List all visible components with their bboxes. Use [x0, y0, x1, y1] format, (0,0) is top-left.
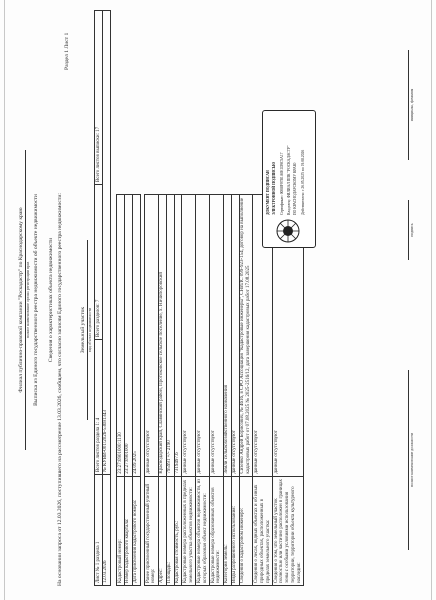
row-label: Кадастровые номера образованных объектов недвижимости:: [210, 476, 224, 585]
row-value: данные отсутствуют: [273, 195, 304, 477]
row-value: данные отсутствуют: [231, 195, 239, 477]
row-value: 7319497.6: [174, 195, 182, 477]
table-row: [174, 195, 182, 586]
row-label: Дата присвоения кадастрового номера:: [132, 476, 140, 585]
table-row: [132, 195, 140, 586]
row-label: Кадастровые номера расположенных в пределах земельного участка объектов недвижимости:: [182, 476, 196, 585]
table-row: [273, 195, 304, 586]
table-row: [166, 195, 174, 586]
name-caption: инициалы, фамилия: [410, 88, 414, 122]
object-type-caption: вид объекта недвижимости: [88, 307, 92, 353]
sheets-total: Всего листов раздела 1: 4: [95, 340, 103, 475]
binding-edge-right: [431, 0, 432, 600]
name-line: [408, 50, 409, 160]
row-label: Площадь:: [166, 476, 174, 585]
row-value: данные отсутствуют: [145, 195, 159, 477]
table-row: [158, 195, 166, 586]
table-row: [124, 195, 132, 586]
row-value: данные отсутствуют: [196, 195, 210, 477]
position-caption: полное наименование должности: [410, 433, 414, 487]
position-line: [408, 370, 409, 550]
document-title: Выписка из Единого государственного реестра недвижимости об объекте недвижимости: [33, 194, 39, 406]
row-value: 23:27:0901000: [124, 195, 132, 477]
section-label: Раздел 1 Лист 1: [64, 32, 70, 70]
row-label: Кадастровый номер:: [117, 476, 125, 585]
table-row: [239, 195, 253, 586]
table-row: [253, 195, 273, 586]
document-subtitle: Сведения о характеристиках объекта недвижимости: [48, 237, 54, 363]
sign-line: [408, 200, 409, 260]
row-value: Краснодарский край, Славянский район, Протоковское сельское поселение, х. Ничипоровский: [158, 195, 166, 477]
row-label: Ранее присвоенный государственный учетный номер:: [145, 476, 159, 585]
emblem-icon: [276, 219, 300, 243]
rotated-document: [10, 10, 430, 590]
sheet-number: Лист № 1 раздела 1: [95, 475, 103, 586]
row-value: 795991 +/- 2190: [166, 195, 174, 477]
stamp-line-3: Сертификат: 00B8F97B1A0E1D9C5A17: [280, 152, 284, 215]
row-value: Земли сельскохозяйственного назначения: [223, 195, 231, 477]
object-info-table: [116, 194, 141, 586]
row-value: 24.09.2025: [132, 195, 140, 477]
row-label: Категория земель:: [223, 476, 231, 585]
authority-caption: полное наименование органа регистрации прав: [26, 261, 30, 339]
table-row: [117, 195, 125, 586]
row-label: Сведения о кадастровом инженере:: [239, 476, 253, 585]
stamp-line-1: ДОКУМЕНТ ПОДПИСАН: [266, 170, 270, 215]
row-value: Сизенко Андрей Борисович, № 4616, в СРО Ассоциация "Кадастровые инженеры", СНИЛС 099-923-154, договор на выполнение кадастровых работ от 07.08.2025 № 2025-2516/12, дата завершения кадастровых работ 17.08.2025: [239, 195, 253, 477]
table-row: [210, 195, 224, 586]
authority-name: Филиал публично-правовой компании "Роскадастр" по Краснодарскому краю: [18, 150, 26, 450]
sign-caption: подпись: [410, 223, 414, 237]
table-row: [223, 195, 231, 586]
request-date: 12.03.2026: [102, 475, 110, 586]
row-value: данные отсутствуют: [210, 195, 224, 477]
characteristics-table: [144, 194, 304, 586]
sections-total: Всего разделов: 7: [95, 185, 103, 340]
binding-edge-left: [4, 0, 5, 600]
row-label: Номер кадастрового квартала:: [124, 476, 132, 585]
object-type: Земельный участок: [80, 240, 88, 420]
sheet-info-table: [94, 10, 111, 586]
row-label: Сведения о том, что земельный участок полностью или частично расположен в границах зоны с особыми условиями использования территории, территории объекта культурного наследия:: [273, 476, 304, 585]
row-label: Адрес:: [158, 476, 166, 585]
stamp-line-6: Действителен: с 26.05.2025 по 19.08.2026: [301, 149, 305, 215]
row-label: Сведения о лесах, водных объектах и об иных природных объектах, расположенных в пределах земельного участка:: [253, 476, 273, 585]
row-value: 23:27:0901000:1130: [117, 195, 125, 477]
stamp-line-2: ЭЛЕКТРОННОЙ ПОДПИСЬЮ: [272, 161, 276, 215]
table-row: [182, 195, 196, 586]
table-row: [145, 195, 159, 586]
table-row: [196, 195, 210, 586]
intro-text: На основании запроса от 12.03.2026, поступившего на рассмотрение 13.03.2026, сообщаем, что согласно записям Единого государственного реестра недвижимости:: [57, 193, 63, 586]
row-value: данные отсутствуют: [182, 195, 196, 477]
e-signature-stamp: [262, 110, 316, 248]
pages-total: Всего листов выписки: 17: [95, 11, 103, 185]
row-label: Кадастровая стоимость, руб.:: [174, 476, 182, 585]
stamp-line-4: Владелец: ФИЛИАЛ ППК "РОСКАДАСТР": [287, 145, 291, 215]
row-label: Виды разрешенного использования:: [231, 476, 239, 585]
row-value: данные отсутствуют: [253, 195, 273, 477]
request-number: № КУВИ-001/2026-53691343: [102, 11, 110, 475]
row-label: Кадастровые номера объектов недвижимости, из которых образован объект недвижимости:: [196, 476, 210, 585]
table-row: [231, 195, 239, 586]
stamp-line-5: ПО КРАСНОДАРСКОМУ КРАЮ: [293, 162, 297, 215]
